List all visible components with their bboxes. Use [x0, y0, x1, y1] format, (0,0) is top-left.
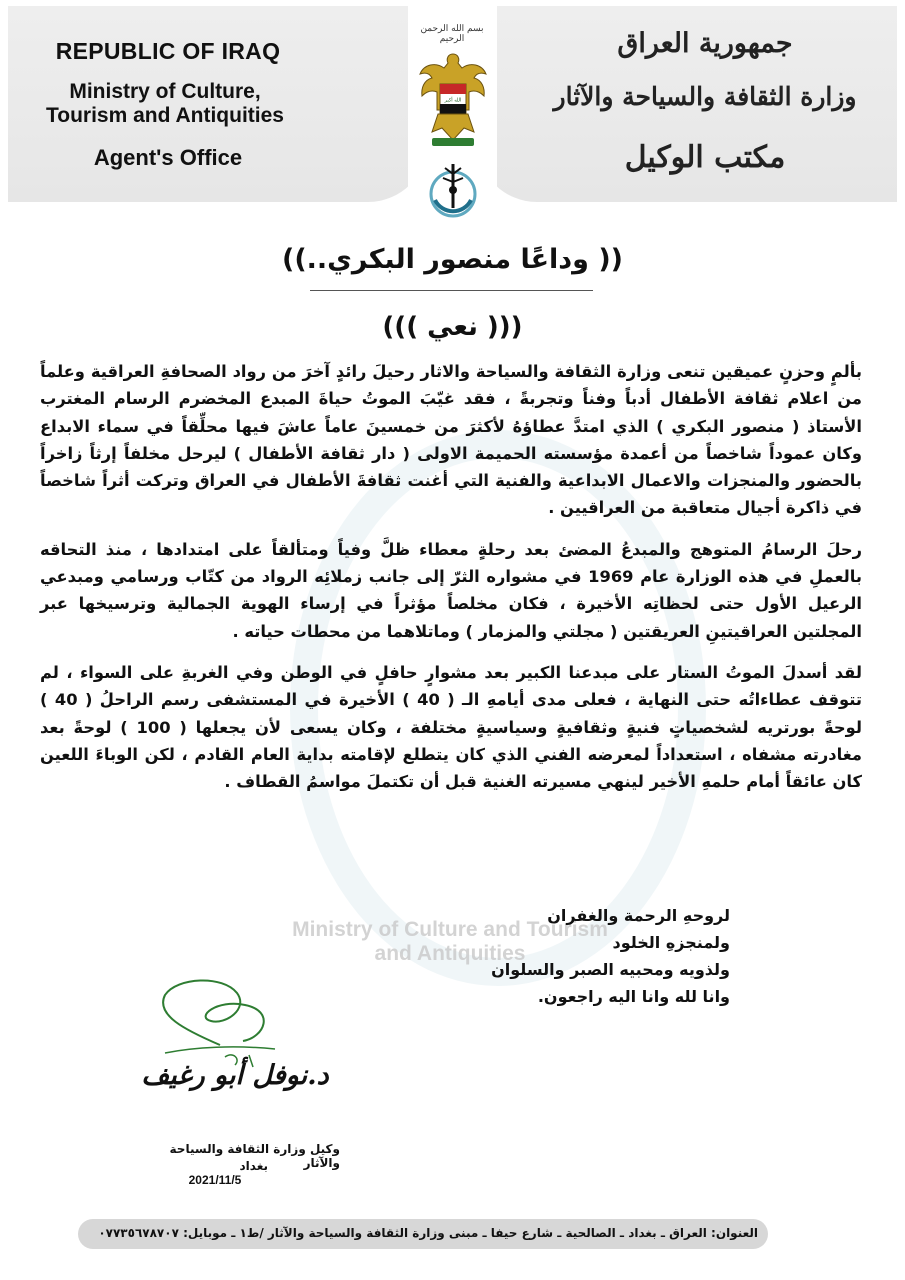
header-ministry-ar: وزارة الثقافة والسياحة والآثار [553, 82, 857, 111]
closing-line: ولذويه ومحبيه الصبر والسلوان [491, 960, 730, 979]
signatory-title: وكيل وزارة الثقافة والسياحة والآثار [169, 1142, 340, 1170]
handwritten-signature [125, 975, 355, 1135]
basmala-text: بسم الله الرحمن الرحيم [420, 24, 484, 44]
notice-body [40, 358, 862, 809]
iraq-eagle-emblem-icon [418, 50, 488, 150]
closing-line: وانا لله وانا اليه راجعون. [537, 987, 730, 1006]
header-ministry-en: Ministry of Culture, Tourism and Antiquities [45, 80, 284, 127]
signatory-place: بغداد [239, 1159, 268, 1173]
footer-address: العنوان: العراق ـ بغداد ـ الصالحية ـ شارع حيفا ـ مبنى وزارة الثقافة والسياحة والآثار /ط١ ـ موبايل: ٠٧٧٣٥٦٧٨٧٠٧ [98, 1226, 758, 1240]
body-paragraph: بألمٍ وحزنٍ عميقين تنعى وزارة الثقافة والسياحة والاثار رحيلَ رائدٍ آخرَ من رواد الصحافةِ العراقية وعلماً من اعلام ثقافة الأطفال أدباً وفناً وتجربةً ، فقد غيّبَ الموتُ حياةَ المبدع المخضرم الرسام المغترب الأستاذ ( منصور البكري ) الذي امتدَّ عطاؤهُ لأكثرَ من خمسينَ عاماً عاشَ فيها محلِّقاً في سماء الابداع وكان عموداً شاخصاً من أعمدة مؤسسته الحميمة الاولى ( دار ثقافة الأطفال ) ليرحل مخلفاً إرثاً زاخراً بالحضور والمنجزات والاعمال الابداعية والفنية التي أغنت ثقافةَ الأطفال في العراق وتركت أثراً شاخصاً في ذاكرة أجيال متعاقبة من العراقيين . [40, 362, 862, 518]
title-underline [310, 290, 593, 291]
signatory-name: د.نوفل أبو رغيف [141, 1060, 329, 1091]
header-country-en: REPUBLIC OF IRAQ [55, 38, 281, 64]
closing-line: ولمنجزهِ الخلود [612, 933, 730, 952]
notice-title: (( وداعًا منصور البكري..)) [281, 244, 624, 275]
ministry-logo-icon [425, 160, 481, 220]
watermark-text: Ministry of Culture and Tourism and Antiquities [292, 918, 608, 965]
header-office-ar: مكتب الوكيل [624, 140, 786, 175]
notice-subtitle: ((( نعي ))) [382, 312, 523, 342]
signature-date: 2021/11/5 [188, 1173, 242, 1187]
body-paragraph: لقد أسدلَ الموتُ الستار على مبدعنا الكبير بعد مشوارٍ حافلٍ في الوطن وفي الغربةِ على السواء ، لم تتوقف عطاءاتُه حتى النهاية ، فعلى مدى أيامهِ الـ ( 40 ) الأخيرة في المستشفى رسم الراحلُ ( 40 ) لوحةً بورتريه لشخصياتٍ فنيةٍ وثقافيةٍ وسياسيةٍ مختلفة ، وكان يسعى لأن يجعلها ( 100 ) لوحةً بعد مغادرته مشفاه ، استعداداً لمعرضه الفني الذي كان يتطلع لإقامته بداية العام القادم ، لكن الوباءَ اللعين كان عائقاً أمام حلمهِ الأخير لينهي مسيرته الغنية قبل أن تكتملَ مواسمُ القطاف . [40, 662, 863, 792]
header-office-en: Agent's Office [93, 145, 243, 170]
header-country-ar: جمهورية العراق [617, 28, 793, 59]
closing-prayer [400, 902, 730, 1010]
body-paragraph: رحلَ الرسامُ المتوهج والمبدعُ المضئ بعد رحلةٍ معطاء ظلَّ وفياً ومتألقاً على امتدادها ، منذ التحاقه بالعملِ في هذه الوزارة عام 1969 في مشواره الثرّ إلى جانب زملائِه الرواد من كتّاب ورسامي ومبدعي الرعيل الأول حتى لحظاتِه الأخيرة ، فكان مخلصاً مؤثراً في إرساء الهوية الجمالية وترسيخها عبر المجلتين العراقيتينِ العريقتين ( مجلتي والمزمار ) وماتلاهما من محطات حياته . [40, 539, 862, 641]
closing-line: لروحهِ الرحمة والغفران [547, 906, 730, 925]
eagle-caption: الله أكبر [444, 97, 462, 104]
